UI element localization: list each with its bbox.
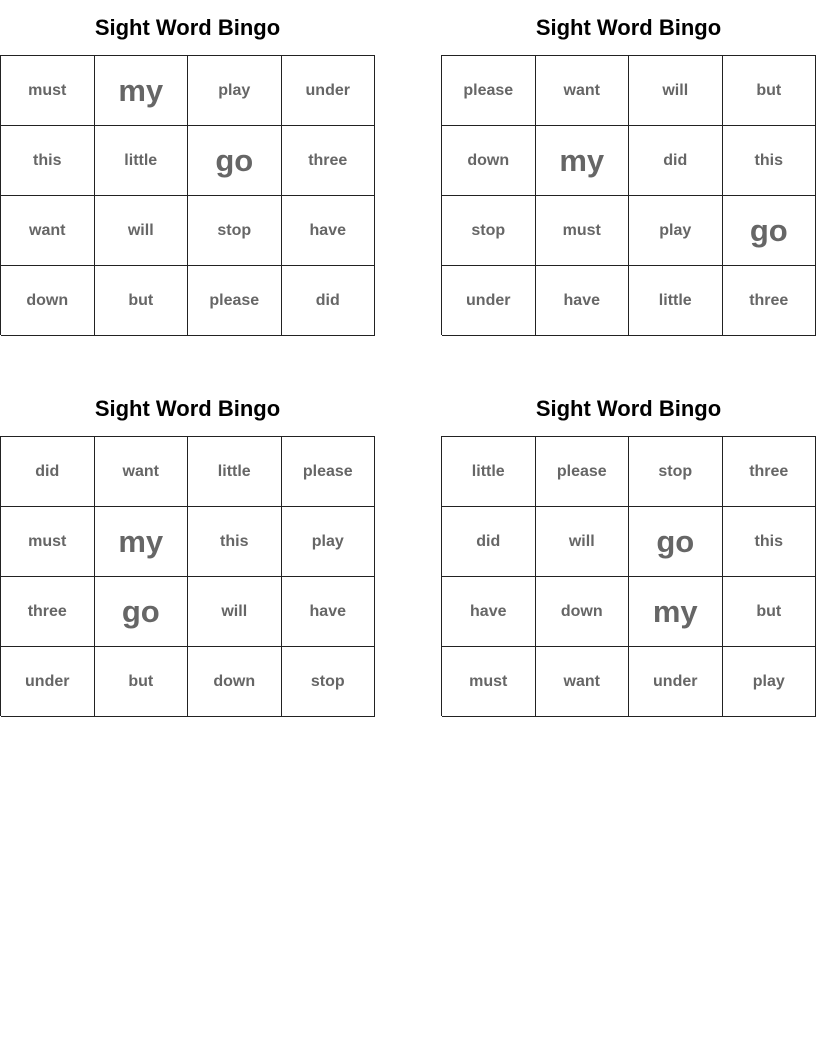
card-title: Sight Word Bingo <box>94 15 281 40</box>
bingo-cell: my <box>95 507 189 577</box>
bingo-cell: must <box>1 507 95 577</box>
bingo-grid <box>441 436 816 716</box>
bingo-cell: will <box>536 507 630 577</box>
bingo-cell: did <box>1 437 95 507</box>
bingo-cell: down <box>188 647 282 717</box>
bingo-grid <box>0 436 375 716</box>
bingo-cell: must <box>536 196 630 266</box>
bingo-cell: play <box>282 507 376 577</box>
bingo-cell: under <box>442 266 536 336</box>
bingo-cell: have <box>282 577 376 647</box>
bingo-cell: under <box>1 647 95 717</box>
bingo-cell: little <box>442 437 536 507</box>
bingo-card-2 <box>441 0 816 335</box>
card-title: Sight Word Bingo <box>535 15 722 40</box>
bingo-cell: stop <box>442 196 536 266</box>
bingo-cell: stop <box>188 196 282 266</box>
bingo-cell: please <box>282 437 376 507</box>
bingo-cell: but <box>95 647 189 717</box>
bingo-cell: will <box>188 577 282 647</box>
bingo-cell: stop <box>282 647 376 717</box>
bingo-cell: did <box>442 507 536 577</box>
bingo-cell: three <box>723 437 816 507</box>
bingo-cell: play <box>188 56 282 126</box>
bingo-card-4 <box>441 381 816 716</box>
bingo-cell: want <box>536 647 630 717</box>
bingo-card-3 <box>0 381 375 716</box>
bingo-cell: please <box>442 56 536 126</box>
card-title: Sight Word Bingo <box>535 396 722 421</box>
bingo-cell: this <box>723 507 816 577</box>
bingo-cell: but <box>95 266 189 336</box>
bingo-cell: down <box>1 266 95 336</box>
bingo-cell: will <box>629 56 723 126</box>
bingo-cell: did <box>629 126 723 196</box>
bingo-cell: want <box>1 196 95 266</box>
bingo-cell: have <box>282 196 376 266</box>
card-title: Sight Word Bingo <box>94 396 281 421</box>
bingo-cell: go <box>188 126 282 196</box>
bingo-cell: must <box>1 56 95 126</box>
bingo-grid <box>441 55 816 335</box>
bingo-cell: little <box>188 437 282 507</box>
bingo-cell: go <box>629 507 723 577</box>
bingo-cell: go <box>95 577 189 647</box>
bingo-cell: under <box>282 56 376 126</box>
bingo-cell: have <box>536 266 630 336</box>
bingo-cell: this <box>188 507 282 577</box>
bingo-cell: go <box>723 196 816 266</box>
bingo-cell: down <box>442 126 536 196</box>
bingo-cell: stop <box>629 437 723 507</box>
bingo-cell: play <box>723 647 816 717</box>
bingo-card-1 <box>0 0 375 335</box>
bingo-cell: my <box>95 56 189 126</box>
bingo-cell: but <box>723 56 816 126</box>
bingo-cell: my <box>536 126 630 196</box>
bingo-cell: want <box>536 56 630 126</box>
bingo-cell: three <box>1 577 95 647</box>
bingo-cell: under <box>629 647 723 717</box>
bingo-cell: this <box>1 126 95 196</box>
bingo-cell: three <box>282 126 376 196</box>
bingo-cell: three <box>723 266 816 336</box>
bingo-cell: must <box>442 647 536 717</box>
bingo-cell: little <box>629 266 723 336</box>
bingo-cell: did <box>282 266 376 336</box>
bingo-cell: have <box>442 577 536 647</box>
bingo-cell: please <box>188 266 282 336</box>
bingo-cell: my <box>629 577 723 647</box>
bingo-cell: but <box>723 577 816 647</box>
bingo-cell: this <box>723 126 816 196</box>
bingo-cell: little <box>95 126 189 196</box>
bingo-cell: please <box>536 437 630 507</box>
bingo-cell: want <box>95 437 189 507</box>
bingo-grid <box>0 55 375 335</box>
bingo-cell: play <box>629 196 723 266</box>
bingo-cell: down <box>536 577 630 647</box>
bingo-cell: will <box>95 196 189 266</box>
